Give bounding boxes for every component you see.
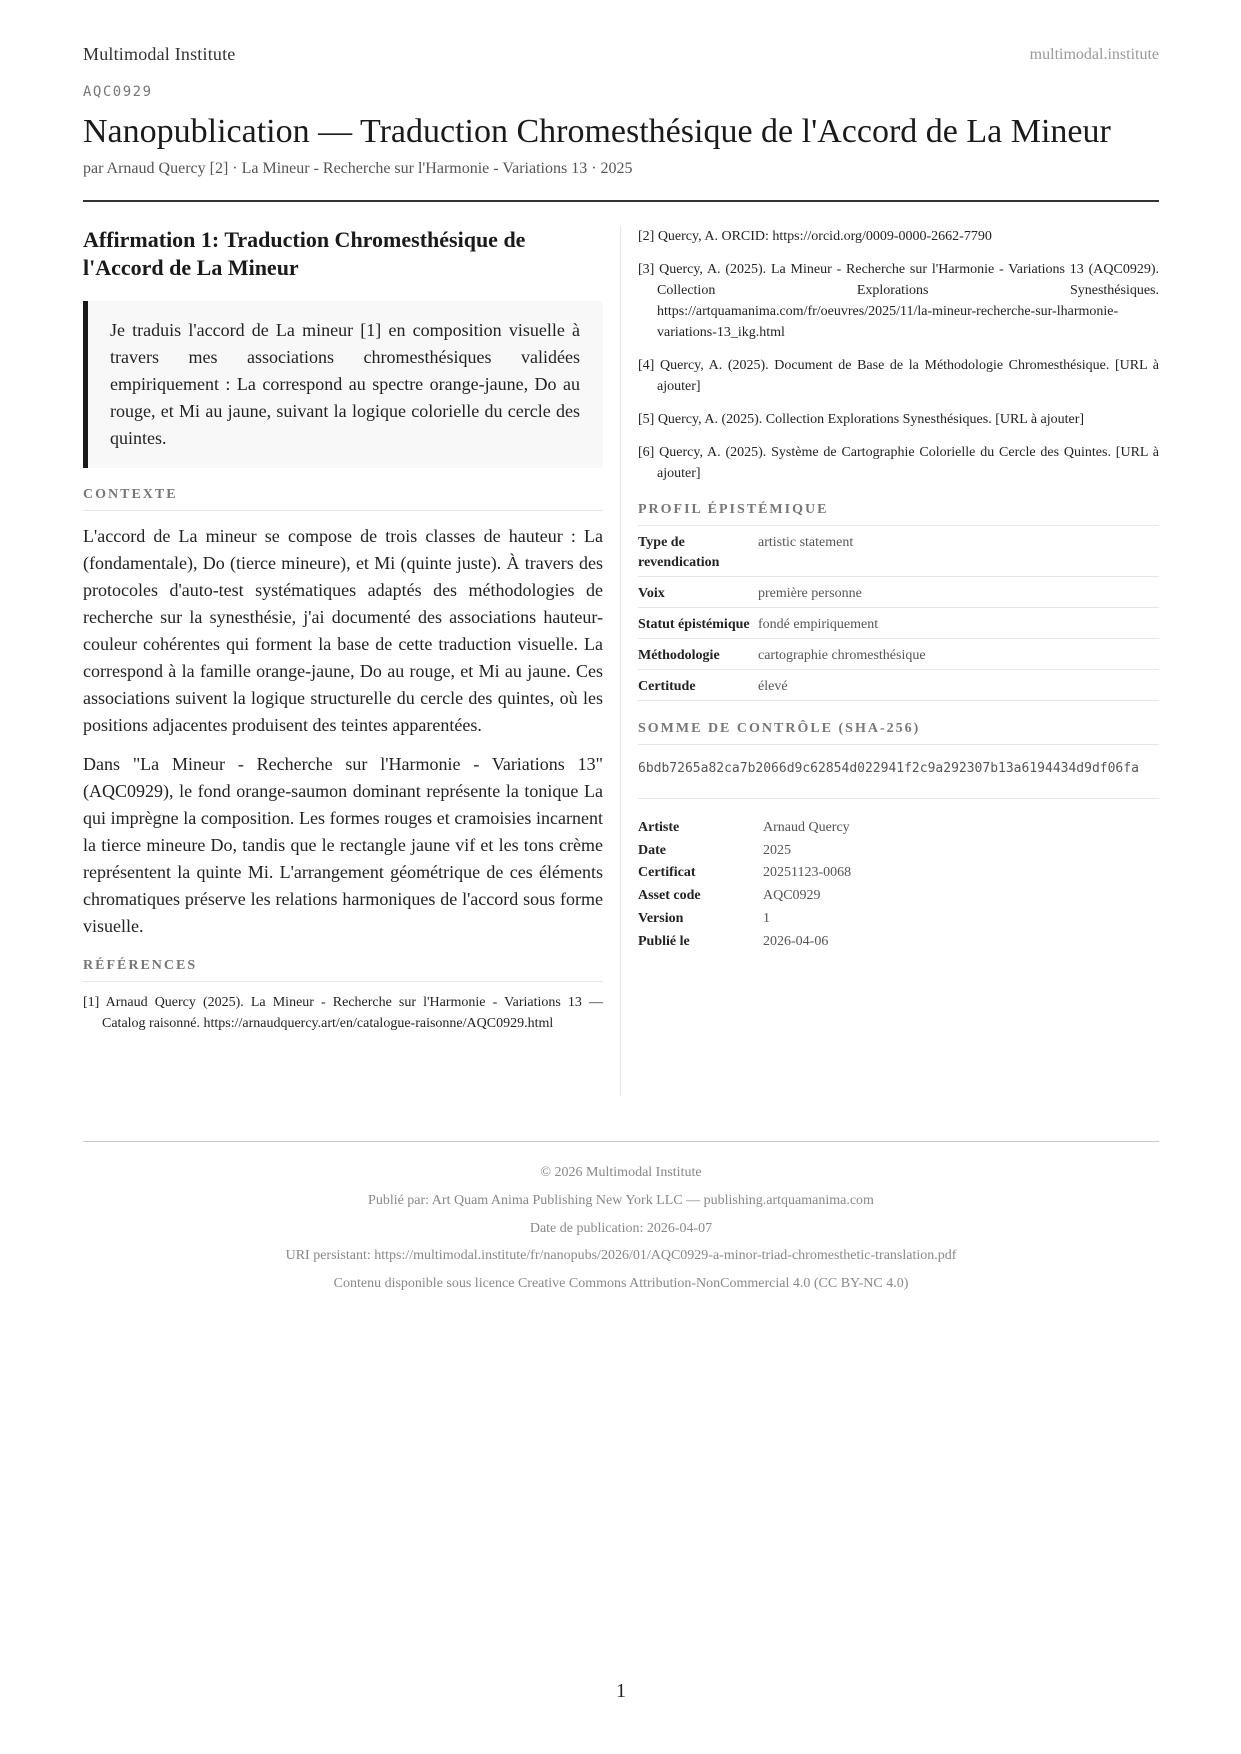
metadata-row <box>638 840 1159 863</box>
profile-value: artistic statement <box>758 535 854 550</box>
reference-item: [6] Quercy, A. (2025). Système de Cartographie Colorielle du Cercle des Quintes. [URL à ajouter] <box>638 445 1159 481</box>
top-bar <box>83 44 1159 68</box>
profile-key: Type de revendication <box>638 535 720 570</box>
context-paragraph: L'accord de La mineur se compose de trois classes de hauteur : La (fondamentale), Do (tierce mineure), et Mi (quinte juste). À travers des protocoles d'auto-test systématiques adaptés des méthodologies de recherche sur la synesthésie, j'ai documenté des associations hauteur-couleur cohérentes qui forment la base de cette traduction visuelle. La correspond à la famille orange-jaune, Do au rouge, et Mi au jaune. Ces associations suivent la logique structurelle du cercle des quintes, où les positions adjacentes produisent des teintes apparentées. <box>83 526 603 735</box>
column-divider <box>620 226 621 1096</box>
profile-value: première personne <box>758 586 862 601</box>
page-title: Nanopublication — Traduction Chromesthésique de l'Accord de La Mineur <box>83 113 1111 150</box>
references-label: RÉFÉRENCES <box>83 958 603 982</box>
footer-publisher: Publié par: Art Quam Anima Publishing New York LLC — publishing.artquamanima.com <box>368 1192 874 1208</box>
profile-value: élevé <box>758 679 788 694</box>
reference-item: [2] Quercy, A. ORCID: https://orcid.org/0009-0000-2662-7790 <box>638 229 992 244</box>
left-column <box>83 226 603 1034</box>
profile-row <box>638 526 1159 577</box>
byline: par Arnaud Quercy [2] · La Mineur - Recherche sur l'Harmonie - Variations 13 · 2025 <box>83 160 633 177</box>
checksum-value: 6bdb7265a82ca7b2066d9c62854d022941f2c9a292307b13a6194434d9df06fa <box>638 759 1159 799</box>
reference-item: [4] Quercy, A. (2025). Document de Base de la Méthodologie Chromesthésique. [URL à ajouter] <box>638 358 1159 394</box>
reference-item: [5] Quercy, A. (2025). Collection Explorations Synesthésiques. [URL à ajouter] <box>638 412 1085 427</box>
profile-value: cartographie chromesthésique <box>758 648 926 663</box>
profile-row <box>638 639 1159 670</box>
profile-key: Voix <box>638 586 665 601</box>
metadata-row <box>638 817 1159 840</box>
reference-item: [1] Arnaud Quercy (2025). La Mineur - Recherche sur l'Harmonie - Variations 13 — Catalog raisonné. https://arnaudquercy.art/en/catalogue-raisonne/AQC0929.html <box>83 995 603 1031</box>
context-label: CONTEXTE <box>83 487 603 511</box>
reference-item: [3] Quercy, A. (2025). La Mineur - Recherche sur l'Harmonie - Variations 13 (AQC0929). Collection Explorations Synesthésiques. https://artquamanima.com/fr/oeuvres/2025/11/la-mineur-recherche-sur-lharmonie-variations-13_ikg.html <box>638 262 1159 340</box>
footer <box>83 1159 1159 1298</box>
institute-name: Multimodal Institute <box>83 44 236 64</box>
metadata-key: Version <box>638 910 684 926</box>
claim-quote: Je traduis l'accord de La mineur [1] en composition visuelle à travers mes associations chromesthésiques validées empiriquement : La correspond au spectre orange-jaune, Do au rouge, et Mi au jaune, suivant la logique colorielle du cercle des quintes. <box>83 301 603 468</box>
footer-rule <box>83 1141 1159 1142</box>
metadata-value: Arnaud Quercy <box>763 820 850 835</box>
metadata-key: Artiste <box>638 820 680 835</box>
context-paragraph: Dans "La Mineur - Recherche sur l'Harmonie - Variations 13" (AQC0929), le fond orange-saumon dominant représente la tonique La qui imprègne la composition. Les formes rouges et cramoisies incarnent la tierce mineure Do, tandis que le rectangle jaune vif et les tons crème représentent la quinte Mi. L'arrangement géométrique de ces éléments chromatiques préserve les relations harmoniques de l'accord sous forme visuelle. <box>83 754 603 936</box>
page-number: 1 <box>616 1680 626 1702</box>
checksum-label: SOMME DE CONTRÔLE (SHA-256) <box>638 721 1159 745</box>
metadata-value: AQC0929 <box>763 888 821 904</box>
metadata-key: Certificat <box>638 865 696 881</box>
profile-row <box>638 608 1159 639</box>
footer-persistent-uri: URI persistant: https://multimodal.institute/fr/nanopubs/2026/01/AQC0929-a-minor-triad-chromesthetic-translation.pdf <box>285 1248 957 1264</box>
metadata-value: 2026-04-06 <box>763 933 829 949</box>
institute-domain: multimodal.institute <box>1029 46 1159 63</box>
metadata-value: 1 <box>763 910 770 926</box>
metadata-table <box>638 817 1159 953</box>
metadata-key: Asset code <box>638 888 701 904</box>
metadata-key: Publié le <box>638 933 690 949</box>
profile-key: Statut épistémique <box>638 617 750 632</box>
metadata-row <box>638 862 1159 885</box>
profile-value: fondé empiriquement <box>758 617 879 632</box>
metadata-row <box>638 931 1159 954</box>
asset-code: AQC0929 <box>83 84 153 100</box>
epistemic-profile-label: PROFIL ÉPISTÉMIQUE <box>638 502 1159 526</box>
profile-key: Certitude <box>638 679 696 694</box>
document-page <box>83 0 1159 1754</box>
profile-row <box>638 577 1159 608</box>
metadata-value: 2025 <box>763 842 791 858</box>
metadata-key: Date <box>638 842 666 858</box>
claim-title: Affirmation 1: Traduction Chromesthésique de l'Accord de La Mineur <box>83 227 526 280</box>
profile-key: Méthodologie <box>638 648 720 663</box>
footer-copyright: © 2026 Multimodal Institute <box>540 1165 702 1180</box>
metadata-row <box>638 908 1159 931</box>
right-column <box>638 226 1159 953</box>
profile-row <box>638 670 1159 701</box>
header-rule <box>83 200 1159 202</box>
footer-license: Contenu disponible sous licence Creative Commons Attribution-NonCommercial 4.0 (CC BY-NC 4.0) <box>333 1276 909 1292</box>
footer-publication-date: Date de publication: 2026-04-07 <box>529 1220 713 1236</box>
metadata-value: 20251123-0068 <box>763 865 852 881</box>
metadata-row <box>638 885 1159 908</box>
